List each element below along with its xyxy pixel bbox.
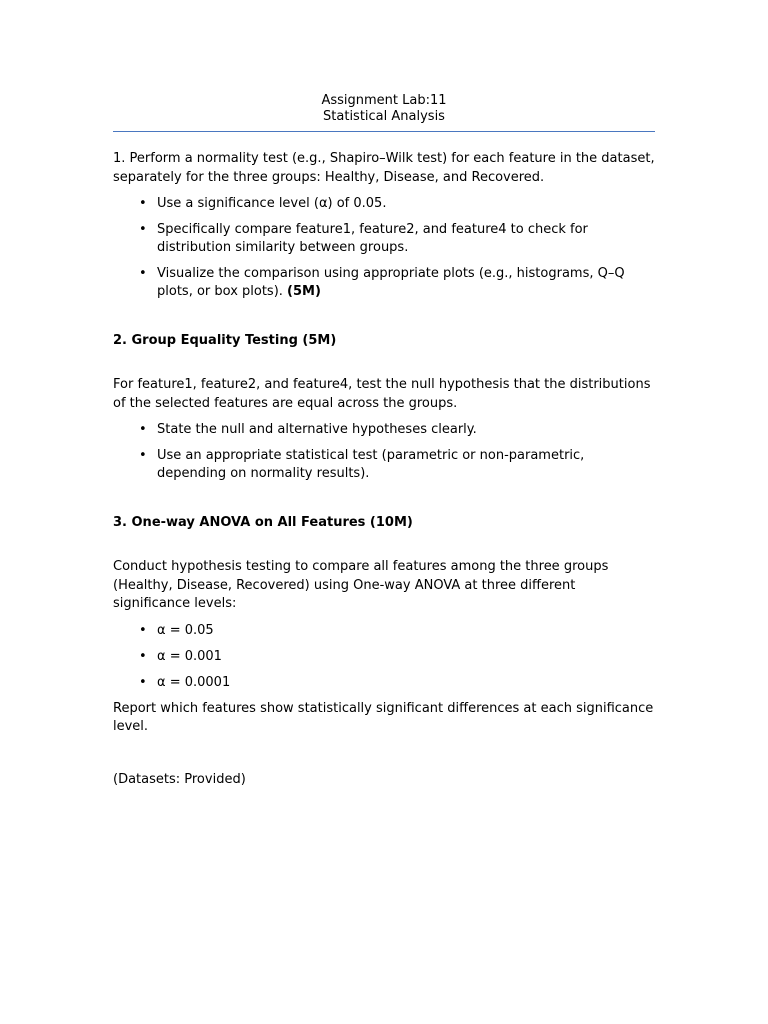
- header-divider: [113, 131, 655, 132]
- bullet-icon: •: [139, 222, 147, 237]
- marks-label: (5M): [287, 284, 321, 299]
- list-item-text: Specifically compare feature1, feature2, and feature4 to check for distribution similarity between groups.: [157, 222, 588, 255]
- assignment-title: Assignment Lab:11: [321, 93, 447, 108]
- list-item-text: Visualize the comparison using appropriate plots (e.g., histograms, Q–Q plots, or box plots).: [157, 266, 625, 299]
- list-item: [139, 648, 655, 666]
- document-page: [113, 93, 655, 789]
- section3-heading: 3. One-way ANOVA on All Features (10M): [113, 515, 413, 530]
- assignment-subtitle: Statistical Analysis: [323, 109, 445, 124]
- list-item: [139, 447, 655, 483]
- list-item-text: α = 0.05: [157, 622, 214, 638]
- bullet-icon: •: [139, 266, 147, 281]
- list-item: [139, 265, 655, 301]
- bullet-icon: •: [139, 674, 147, 690]
- list-item-text: α = 0.001: [157, 648, 222, 664]
- list-item-text: α = 0.0001: [157, 674, 231, 690]
- section2-heading: 2. Group Equality Testing (5M): [113, 333, 337, 348]
- section3-intro: Conduct hypothesis testing to compare all features among the three groups (Healthy, Disease, Recovered) using One-way ANOVA at three different significance levels:: [113, 559, 609, 611]
- list-item: [139, 221, 655, 257]
- section2-intro: For feature1, feature2, and feature4, test the null hypothesis that the distributions of the selected features are equal across the groups.: [113, 377, 651, 411]
- bullet-icon: •: [139, 422, 147, 437]
- bullet-icon: •: [139, 622, 147, 638]
- list-item: [139, 421, 655, 439]
- list-item: [139, 195, 655, 213]
- bullet-icon: •: [139, 448, 147, 463]
- section2-bullet-list: [113, 421, 655, 483]
- list-item-text: Use an appropriate statistical test (parametric or non-parametric, depending on normality results).: [157, 448, 585, 481]
- bullet-icon: •: [139, 196, 147, 211]
- list-item-text: Use a significance level (α) of 0.05.: [157, 196, 387, 211]
- section1-intro: 1. Perform a normality test (e.g., Shapiro–Wilk test) for each feature in the dataset, separately for the three groups: Healthy, Disease, and Recovered.: [113, 151, 655, 185]
- bullet-icon: •: [139, 648, 147, 664]
- datasets-note: (Datasets: Provided): [113, 771, 246, 787]
- section3-bullet-list: [113, 622, 655, 692]
- section1-bullet-list: [113, 195, 655, 301]
- list-item: [139, 622, 655, 640]
- list-item-text: State the null and alternative hypotheses clearly.: [157, 422, 477, 437]
- section3-report: Report which features show statistically significant differences at each significance level.: [113, 700, 654, 734]
- list-item: [139, 674, 655, 692]
